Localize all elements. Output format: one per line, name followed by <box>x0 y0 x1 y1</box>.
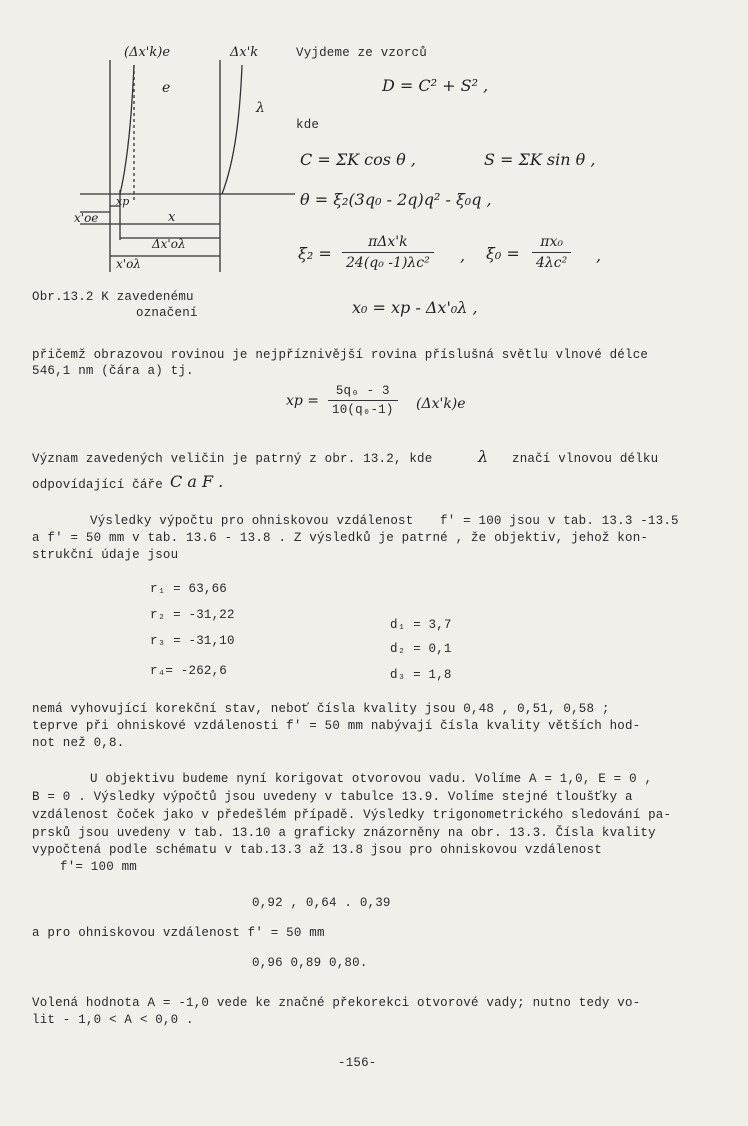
xi2-lhs: ξ₂ = <box>298 244 332 263</box>
para5-line3: vzdálenost čoček jako v předešlém případě. Výsledky trigonometrického sledování pa- <box>32 808 672 822</box>
quality-values-100: 0,92 , 0,64 . 0,39 <box>252 896 391 910</box>
para3-line1a: Výsledky výpočtu pro ohniskovou vzdálenost <box>90 514 414 528</box>
xp-denominator: 10(q₀-1) <box>332 403 394 417</box>
fig-label-xoe: x'oe <box>74 211 99 225</box>
para5-line4: prsků jsou uvedeny v tab. 13.10 a graficky znázorněny na obr. 13.3. Čísla kvality <box>32 826 656 840</box>
xi2-numerator: πΔx'k <box>342 234 434 253</box>
radius-r3: r₃ = -31,10 <box>150 634 235 648</box>
para4-line3: not než 0,8. <box>32 736 125 750</box>
xi0-denominator: 4λc² <box>536 255 568 271</box>
para3-line2: a f' = 50 mm v tab. 13.6 - 13.8 . Z výsledků je patrné , že objektiv, jehož kon- <box>32 531 649 545</box>
fig-label-e: e <box>162 80 171 96</box>
focal-100: f'= 100 mm <box>60 860 138 874</box>
thickness-d1: d₁ = 3,7 <box>390 618 452 632</box>
fig-label-xol: x'oλ <box>116 257 141 271</box>
xp-rhs: (Δx'k)e <box>416 396 466 412</box>
xp-numerator: 5q₀ - 3 <box>328 384 398 401</box>
xi2-denominator: 24(q₀ -1)λc² <box>346 255 430 271</box>
equation-x0: x₀ = xp - Δx'₀λ , <box>352 298 478 317</box>
para2-line2: odpovídající čáře <box>32 478 163 492</box>
para6: a pro ohniskovou vzdálenost f' = 50 mm <box>32 926 325 940</box>
curve-lambda <box>222 65 242 194</box>
xi0-lhs: ξ₀ = <box>486 244 520 263</box>
figure-caption-line2: označení <box>136 306 198 320</box>
xi2-comma: , <box>460 246 466 265</box>
xp-lhs: xp = <box>286 393 320 409</box>
para3-line3: strukční údaje jsou <box>32 548 179 562</box>
page-number: -156- <box>338 1056 377 1070</box>
para3-f: f' = 100 jsou v tab. 13.3 -13.5 <box>440 514 679 528</box>
fig-label-top-right: Δx'k <box>230 45 259 60</box>
figure-caption-line1: Obr.13.2 K zavedenému <box>32 290 194 304</box>
fig-label-dxol: Δx'oλ <box>152 237 186 251</box>
xi0-numerator: πx₀ <box>532 234 571 253</box>
xi2-fraction <box>342 234 434 271</box>
para2-line1: Význam zavedených veličin je patrný z obr. 13.2, kde <box>32 452 433 466</box>
equation-C: C = ΣK cos θ , <box>300 150 416 169</box>
intro-text: Vyjdeme ze vzorců <box>296 46 427 60</box>
radius-r2: r₂ = -31,22 <box>150 608 235 622</box>
para4-line1: nemá vyhovující korekční stav, neboť čísla kvality jsou 0,48 , 0,51, 0,58 ; <box>32 702 610 716</box>
fig-label-lambda: λ <box>256 100 265 116</box>
para2-CF: C a F . <box>170 472 224 491</box>
para5-line5: vypočtená podle schématu v tab.13.3 až 13.8 jsou pro ohniskovou vzdálenost <box>32 843 602 857</box>
kde-text: kde <box>296 118 320 132</box>
xi0-comma: , <box>596 246 602 265</box>
para2-line1b: značí vlnovou délku <box>512 452 659 466</box>
para5-line1: U objektivu budeme nyní korigovat otvorovou vadu. Volíme A = 1,0, E = 0 , <box>90 772 653 786</box>
para7-line1: Volená hodnota A = -1,0 vede ke značné překorekci otvorové vady; nutno tedy vo- <box>32 996 641 1010</box>
para7-line2: lit - 1,0 < A < 0,0 . <box>32 1013 194 1027</box>
para2-lambda: λ <box>478 447 489 466</box>
para1-line2: 546,1 nm (čára a) tj. <box>32 364 194 378</box>
thickness-d3: d₃ = 1,8 <box>390 668 452 682</box>
para1-line1: přičemž obrazovou rovinou je nejpříznivější rovina příslušná světlu vlnové délce <box>32 348 649 362</box>
radius-r4: r₄= -262,6 <box>150 664 228 678</box>
para5-line2: B = 0 . Výsledky výpočtů jsou uvedeny v tabulce 13.9. Volíme stejné tloušťky a <box>32 790 633 804</box>
fig-label-xp: xp <box>116 195 130 208</box>
fig-label-x: x <box>168 210 176 225</box>
xi0-fraction <box>532 234 571 271</box>
quality-values-50: 0,96 0,89 0,80. <box>252 956 368 970</box>
fig-label-top-left: (Δx'k)e <box>124 45 171 60</box>
radius-r1: r₁ = 63,66 <box>150 582 228 596</box>
equation-theta: θ = ξ₂(3q₀ - 2q)q² - ξ₀q , <box>300 190 492 209</box>
equation-D: D = C² + S² , <box>382 76 489 95</box>
para4-line2: teprve při ohniskové vzdálenosti f' = 50 mm nabývají čísla kvality větších hod- <box>32 719 641 733</box>
figure-13-2 <box>70 40 300 280</box>
xp-fraction <box>328 384 398 417</box>
thickness-d2: d₂ = 0,1 <box>390 642 452 656</box>
equation-S: S = ΣK sin θ , <box>484 150 596 169</box>
curve-e <box>120 65 134 194</box>
